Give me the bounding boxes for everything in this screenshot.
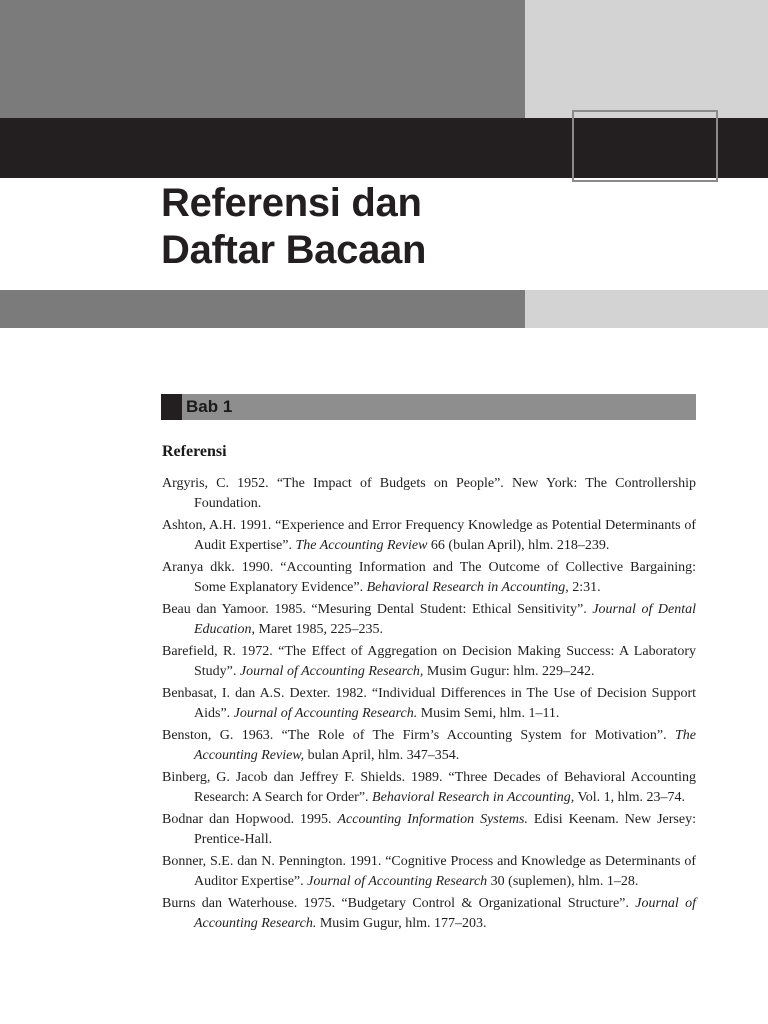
- reference-source: Accounting Information Systems.: [337, 812, 528, 827]
- reference-text: Benbasat, I. dan A.S. Dexter. 1982. “Individual Differences in The Use of Decision Support Aids”.: [162, 686, 696, 721]
- header-band-light: [525, 0, 768, 118]
- reference-details: Maret 1985, 225–235.: [255, 621, 383, 637]
- reference-text: Beau dan Yamoor. 1985. “Mesuring Dental Student: Ethical Sensitivity”.: [162, 602, 593, 617]
- reference-text: Ashton, A.H. 1991. “Experience and Error Frequency Knowledge as Potential Determinants of Audit Expertise”.: [162, 518, 696, 553]
- reference-details: Musim Gugur, hlm. 177–203.: [316, 915, 487, 931]
- reference-entry: [162, 558, 696, 597]
- section-label: Bab 1: [186, 397, 233, 416]
- reference-text: Bodnar dan Hopwood. 1995.: [162, 812, 338, 827]
- reference-details: Musim Gugur: hlm. 229–242.: [423, 663, 595, 679]
- reference-entry: [162, 852, 696, 891]
- reference-details: 66 (bulan April), hlm. 218–239.: [427, 537, 610, 553]
- reference-source: Journal of Accounting Research,: [239, 663, 424, 679]
- reference-entry: [162, 600, 696, 639]
- divider-band-dark: [0, 290, 525, 328]
- reference-entry: [162, 642, 696, 681]
- reference-source: Journal of Accounting Research.: [194, 896, 696, 931]
- reference-details: , 2:31.: [565, 579, 601, 595]
- chapter-title-line-2: Daftar Bacaan: [161, 228, 427, 272]
- reference-entry: [162, 516, 696, 555]
- section-marker: [161, 394, 182, 420]
- reference-details: Vol. 1, hlm. 23–74.: [574, 789, 685, 805]
- reference-source: Journal of Dental Education,: [194, 602, 696, 637]
- reference-entry: [162, 684, 696, 723]
- chapter-title: [161, 180, 426, 274]
- reference-text: Benston, G. 1963. “The Role of The Firm’s Accounting System for Motivation”.: [162, 728, 675, 743]
- reference-text: Barefield, R. 1972. “The Effect of Aggregation on Decision Making Success: A Laboratory Study”.: [162, 644, 696, 679]
- reference-source: Behavioral Research in Accounting,: [372, 789, 575, 805]
- reference-details: bulan April, hlm. 347–354.: [304, 747, 460, 763]
- reference-text: Binberg, G. Jacob dan Jeffrey F. Shields. 1989. “Three Decades of Behavioral Accounting Research: A Search for Order”.: [162, 770, 696, 805]
- reference-entry: [162, 474, 696, 513]
- section-header-bar: [161, 394, 696, 420]
- reference-source: The Accounting Review: [295, 537, 428, 553]
- header-band-dark: [0, 0, 525, 118]
- reference-details: Edisi Keenam. New Jersey: Prentice-Hall.: [194, 812, 696, 847]
- reference-source: Journal of Accounting Research.: [233, 705, 418, 721]
- reference-entry: [162, 768, 696, 807]
- decorative-outline-box: [572, 110, 718, 182]
- reference-text: Aranya dkk. 1990. “Accounting Information and The Outcome of Collective Bargaining: Some Explanatory Evidence”.: [162, 560, 696, 595]
- reference-details: 30 (suplemen), hlm. 1–28.: [487, 873, 639, 889]
- reference-text: Argyris, C. 1952. “The Impact of Budgets on People”. New York: The Controllership Foundation.: [162, 476, 696, 511]
- reference-source: Journal of Accounting Research: [307, 873, 488, 889]
- reference-source: The Accounting Review,: [194, 728, 696, 763]
- chapter-title-line-1: Referensi dan: [161, 181, 422, 225]
- reference-entry: [162, 726, 696, 765]
- reference-text: Bonner, S.E. dan N. Pennington. 1991. “Cognitive Process and Knowledge as Determinants of Auditor Expertise”.: [162, 854, 696, 889]
- reference-entry: [162, 810, 696, 849]
- divider-band-light: [525, 290, 768, 328]
- reference-list: [162, 474, 696, 936]
- reference-source: Behavioral Research in Accounting: [366, 579, 566, 595]
- reference-entry: [162, 894, 696, 933]
- reference-text: Burns dan Waterhouse. 1975. “Budgetary Control & Organizational Structure”.: [162, 896, 636, 911]
- reference-details: Musim Semi, hlm. 1–11.: [417, 705, 560, 721]
- references-subheading: Referensi: [162, 443, 227, 460]
